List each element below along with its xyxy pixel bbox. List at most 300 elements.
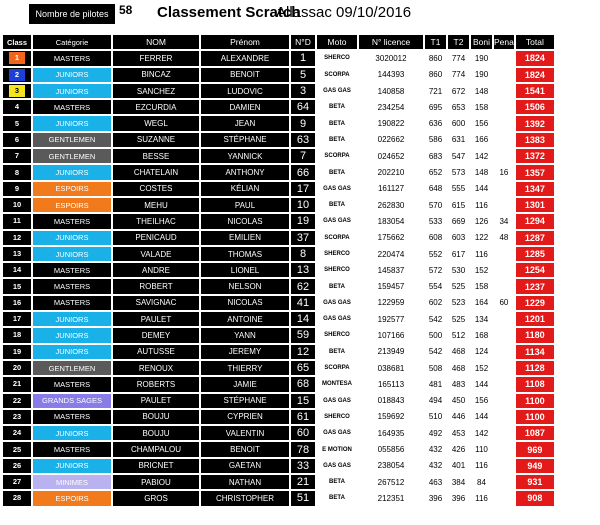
table-row	[3, 133, 554, 147]
licence-number-cell: 213949	[359, 345, 423, 359]
rank-cell	[3, 165, 31, 179]
rank-cell	[3, 247, 31, 261]
last-name-cell: MEHU	[113, 198, 199, 212]
bonus-cell: 148	[471, 84, 492, 98]
penalty-cell	[494, 68, 514, 82]
t1-score-cell: 721	[425, 84, 446, 98]
total-score-cell: 1087	[516, 426, 554, 440]
col-header-class: Class	[3, 35, 31, 49]
t1-score-cell: 860	[425, 68, 446, 82]
t1-score-cell: 542	[425, 345, 446, 359]
total-score-cell: 1541	[516, 84, 554, 98]
rank-cell	[3, 361, 31, 375]
bonus-cell: 116	[471, 491, 492, 505]
table-row	[3, 247, 554, 261]
licence-number-cell: 107166	[359, 328, 423, 342]
licence-number-cell: 122959	[359, 296, 423, 310]
t1-score-cell: 608	[425, 231, 446, 245]
moto-brand-cell: BETA	[317, 116, 357, 130]
licence-number-cell: 175662	[359, 231, 423, 245]
moto-brand-cell: BETA	[317, 133, 357, 147]
total-score-cell: 1108	[516, 377, 554, 391]
t2-score-cell: 525	[448, 279, 469, 293]
licence-number-cell: 220474	[359, 247, 423, 261]
col-header-t2: T2	[448, 35, 469, 49]
penalty-cell	[494, 116, 514, 130]
first-name-cell: BENOIT	[201, 68, 289, 82]
rank-cell	[3, 394, 31, 408]
moto-brand-cell: GAS GAS	[317, 426, 357, 440]
table-row	[3, 459, 554, 473]
total-score-cell: 1347	[516, 182, 554, 196]
penalty-cell	[494, 410, 514, 424]
moto-brand-cell: SCORPA	[317, 68, 357, 82]
bib-number-cell: 61	[291, 410, 315, 424]
first-name-cell: BENOIT	[201, 442, 289, 456]
table-row	[3, 442, 554, 456]
total-score-cell: 1824	[516, 51, 554, 65]
bib-number-cell: 64	[291, 100, 315, 114]
total-score-cell: 1201	[516, 312, 554, 326]
table-row	[3, 51, 554, 65]
total-score-cell: 1254	[516, 263, 554, 277]
t2-score-cell: 446	[448, 410, 469, 424]
col-header-categorie: Catégorie	[33, 35, 111, 49]
bonus-cell: 144	[471, 182, 492, 196]
t1-score-cell: 396	[425, 491, 446, 505]
moto-brand-cell: SHERCO	[317, 328, 357, 342]
first-name-cell: NATHAN	[201, 475, 289, 489]
t1-score-cell: 586	[425, 133, 446, 147]
penalty-cell	[494, 377, 514, 391]
bib-number-cell: 13	[291, 263, 315, 277]
rank-badge: 8	[14, 167, 20, 177]
first-name-cell: ANTHONY	[201, 165, 289, 179]
table-header-row	[3, 35, 554, 49]
first-name-cell: CYPRIEN	[201, 410, 289, 424]
first-name-cell: GAETAN	[201, 459, 289, 473]
t2-score-cell: 468	[448, 345, 469, 359]
t1-score-cell: 542	[425, 312, 446, 326]
bib-number-cell: 60	[291, 426, 315, 440]
total-score-cell: 949	[516, 459, 554, 473]
moto-brand-cell: GAS GAS	[317, 312, 357, 326]
licence-number-cell: 055856	[359, 442, 423, 456]
table-row	[3, 84, 554, 98]
rank-badge: 10	[12, 200, 22, 210]
last-name-cell: PENICAUD	[113, 231, 199, 245]
first-name-cell: LIONEL	[201, 263, 289, 277]
bonus-cell: 156	[471, 394, 492, 408]
table-row	[3, 198, 554, 212]
category-cell: MASTERS	[33, 100, 111, 114]
bib-number-cell: 68	[291, 377, 315, 391]
t2-score-cell: 512	[448, 328, 469, 342]
t2-score-cell: 603	[448, 231, 469, 245]
first-name-cell: VALENTIN	[201, 426, 289, 440]
total-score-cell: 1357	[516, 165, 554, 179]
pilots-count-value: 58	[119, 3, 133, 17]
rank-cell	[3, 459, 31, 473]
col-header-pena: Pena	[494, 35, 514, 49]
penalty-cell	[494, 361, 514, 375]
moto-brand-cell: SCORPA	[317, 149, 357, 163]
moto-brand-cell: BETA	[317, 345, 357, 359]
licence-number-cell: 234254	[359, 100, 423, 114]
penalty-cell: 48	[494, 231, 514, 245]
total-score-cell: 1294	[516, 214, 554, 228]
rank-badge: 1	[9, 52, 25, 64]
total-score-cell: 1100	[516, 394, 554, 408]
licence-number-cell: 022662	[359, 133, 423, 147]
last-name-cell: THEILHAC	[113, 214, 199, 228]
moto-brand-cell: GAS GAS	[317, 296, 357, 310]
bib-number-cell: 10	[291, 198, 315, 212]
category-cell: MASTERS	[33, 279, 111, 293]
table-row	[3, 296, 554, 310]
table-row	[3, 165, 554, 179]
bonus-cell: 124	[471, 345, 492, 359]
penalty-cell	[494, 394, 514, 408]
penalty-cell	[494, 279, 514, 293]
moto-brand-cell: BETA	[317, 100, 357, 114]
total-score-cell: 931	[516, 475, 554, 489]
rank-cell	[3, 51, 31, 65]
first-name-cell: NICOLAS	[201, 296, 289, 310]
table-row	[3, 475, 554, 489]
penalty-cell	[494, 345, 514, 359]
t2-score-cell: 401	[448, 459, 469, 473]
licence-number-cell: 262830	[359, 198, 423, 212]
licence-number-cell: 144393	[359, 68, 423, 82]
rank-cell	[3, 442, 31, 456]
total-score-cell: 1392	[516, 116, 554, 130]
table-row	[3, 263, 554, 277]
licence-number-cell: 159692	[359, 410, 423, 424]
t1-score-cell: 695	[425, 100, 446, 114]
licence-number-cell: 024652	[359, 149, 423, 163]
rank-badge: 15	[12, 281, 22, 291]
last-name-cell: PAULET	[113, 394, 199, 408]
category-cell: JUNIORS	[33, 459, 111, 473]
licence-number-cell: 238054	[359, 459, 423, 473]
bonus-cell: 126	[471, 214, 492, 228]
t1-score-cell: 463	[425, 475, 446, 489]
last-name-cell: PAULET	[113, 312, 199, 326]
rank-badge: 7	[14, 151, 20, 161]
total-score-cell: 908	[516, 491, 554, 505]
t1-score-cell: 683	[425, 149, 446, 163]
rank-badge: 11	[13, 216, 21, 226]
t2-score-cell: 530	[448, 263, 469, 277]
bib-number-cell: 19	[291, 214, 315, 228]
moto-brand-cell: MONTESA	[317, 377, 357, 391]
licence-number-cell: 140858	[359, 84, 423, 98]
total-score-cell: 1134	[516, 345, 554, 359]
rank-cell	[3, 68, 31, 82]
category-cell: JUNIORS	[33, 84, 111, 98]
category-cell: JUNIORS	[33, 312, 111, 326]
t2-score-cell: 525	[448, 312, 469, 326]
rank-cell	[3, 475, 31, 489]
first-name-cell: THOMAS	[201, 247, 289, 261]
bib-number-cell: 21	[291, 475, 315, 489]
table-row	[3, 361, 554, 375]
total-score-cell: 1383	[516, 133, 554, 147]
bib-number-cell: 37	[291, 231, 315, 245]
rank-badge: 20	[12, 363, 22, 373]
first-name-cell: YANNICK	[201, 149, 289, 163]
bonus-cell: 116	[471, 198, 492, 212]
bonus-cell: 190	[471, 51, 492, 65]
first-name-cell: ANTOINE	[201, 312, 289, 326]
t1-score-cell: 636	[425, 116, 446, 130]
first-name-cell: JAMIE	[201, 377, 289, 391]
penalty-cell	[494, 247, 514, 261]
first-name-cell: STÉPHANE	[201, 394, 289, 408]
t1-score-cell: 602	[425, 296, 446, 310]
moto-brand-cell: GAS GAS	[317, 182, 357, 196]
total-score-cell: 1128	[516, 361, 554, 375]
category-cell: ESPOIRS	[33, 182, 111, 196]
rank-cell	[3, 312, 31, 326]
t1-score-cell: 492	[425, 426, 446, 440]
penalty-cell	[494, 475, 514, 489]
t2-score-cell: 615	[448, 198, 469, 212]
moto-brand-cell: SHERCO	[317, 51, 357, 65]
penalty-cell	[494, 328, 514, 342]
category-cell: ESPOIRS	[33, 491, 111, 505]
last-name-cell: BOUJU	[113, 410, 199, 424]
last-name-cell: COSTES	[113, 182, 199, 196]
bonus-cell: 116	[471, 459, 492, 473]
bonus-cell: 156	[471, 116, 492, 130]
t1-score-cell: 481	[425, 377, 446, 391]
last-name-cell: BRICNET	[113, 459, 199, 473]
rank-badge: 17	[12, 314, 22, 324]
first-name-cell: YANN	[201, 328, 289, 342]
table-row	[3, 182, 554, 196]
penalty-cell	[494, 100, 514, 114]
last-name-cell: DEMEY	[113, 328, 199, 342]
category-cell: JUNIORS	[33, 426, 111, 440]
rank-cell	[3, 116, 31, 130]
last-name-cell: EZCURDIA	[113, 100, 199, 114]
bonus-cell: 144	[471, 377, 492, 391]
col-header-nom: NOM	[113, 35, 199, 49]
bib-number-cell: 5	[291, 68, 315, 82]
penalty-cell	[494, 149, 514, 163]
page-subtitle: Allassac 09/10/2016	[276, 4, 412, 21]
bonus-cell: 144	[471, 410, 492, 424]
penalty-cell: 34	[494, 214, 514, 228]
last-name-cell: FERRER	[113, 51, 199, 65]
rank-cell	[3, 491, 31, 505]
t1-score-cell: 648	[425, 182, 446, 196]
table-row	[3, 312, 554, 326]
rank-badge: 24	[12, 428, 22, 438]
table-row	[3, 377, 554, 391]
bonus-cell: 148	[471, 165, 492, 179]
t2-score-cell: 453	[448, 426, 469, 440]
t2-score-cell: 669	[448, 214, 469, 228]
licence-number-cell: 267512	[359, 475, 423, 489]
first-name-cell: STÉPHANE	[201, 133, 289, 147]
rank-cell	[3, 100, 31, 114]
last-name-cell: PABIOU	[113, 475, 199, 489]
t1-score-cell: 570	[425, 198, 446, 212]
t2-score-cell: 600	[448, 116, 469, 130]
col-header-nd: N°D	[291, 35, 315, 49]
last-name-cell: BOUJU	[113, 426, 199, 440]
rank-cell	[3, 84, 31, 98]
table-row	[3, 426, 554, 440]
moto-brand-cell: SCORPA	[317, 231, 357, 245]
moto-brand-cell: GAS GAS	[317, 84, 357, 98]
first-name-cell: EMILIEN	[201, 231, 289, 245]
rank-badge: 14	[12, 265, 22, 275]
pilots-count-label: Nombre de pilotes	[29, 4, 115, 24]
rank-badge: 25	[12, 444, 22, 454]
t2-score-cell: 450	[448, 394, 469, 408]
rank-badge: 16	[12, 297, 22, 307]
category-cell: MASTERS	[33, 410, 111, 424]
t1-score-cell: 508	[425, 361, 446, 375]
category-cell: JUNIORS	[33, 165, 111, 179]
first-name-cell: DAMIEN	[201, 100, 289, 114]
first-name-cell: THIERRY	[201, 361, 289, 375]
category-cell: JUNIORS	[33, 328, 111, 342]
first-name-cell: JEREMY	[201, 345, 289, 359]
licence-number-cell: 192577	[359, 312, 423, 326]
last-name-cell: ANDRE	[113, 263, 199, 277]
rank-badge: 26	[12, 460, 22, 470]
rank-cell	[3, 426, 31, 440]
last-name-cell: AUTUSSE	[113, 345, 199, 359]
rank-badge: 19	[12, 346, 22, 356]
t1-score-cell: 494	[425, 394, 446, 408]
table-row	[3, 68, 554, 82]
category-cell: GENTLEMEN	[33, 361, 111, 375]
bib-number-cell: 3	[291, 84, 315, 98]
bonus-cell: 122	[471, 231, 492, 245]
category-cell: JUNIORS	[33, 247, 111, 261]
bonus-cell: 164	[471, 296, 492, 310]
bib-number-cell: 65	[291, 361, 315, 375]
rank-cell	[3, 279, 31, 293]
rank-cell	[3, 328, 31, 342]
bonus-cell: 152	[471, 361, 492, 375]
last-name-cell: ROBERT	[113, 279, 199, 293]
rank-badge: 18	[12, 330, 22, 340]
licence-number-cell: 018843	[359, 394, 423, 408]
bonus-cell: 134	[471, 312, 492, 326]
t1-score-cell: 510	[425, 410, 446, 424]
moto-brand-cell: BETA	[317, 491, 357, 505]
t2-score-cell: 555	[448, 182, 469, 196]
t2-score-cell: 426	[448, 442, 469, 456]
table-row	[3, 116, 554, 130]
moto-brand-cell: SCORPA	[317, 361, 357, 375]
t1-score-cell: 860	[425, 51, 446, 65]
category-cell: MINIMES	[33, 475, 111, 489]
total-score-cell: 1301	[516, 198, 554, 212]
first-name-cell: NELSON	[201, 279, 289, 293]
licence-number-cell: 183054	[359, 214, 423, 228]
col-header-prenom: Prénom	[201, 35, 289, 49]
bib-number-cell: 1	[291, 51, 315, 65]
last-name-cell: SANCHEZ	[113, 84, 199, 98]
t2-score-cell: 774	[448, 51, 469, 65]
total-score-cell: 1180	[516, 328, 554, 342]
bib-number-cell: 63	[291, 133, 315, 147]
table-row	[3, 100, 554, 114]
bonus-cell: 110	[471, 442, 492, 456]
rank-badge: 3	[9, 85, 25, 97]
total-score-cell: 1237	[516, 279, 554, 293]
bib-number-cell: 17	[291, 182, 315, 196]
t2-score-cell: 573	[448, 165, 469, 179]
first-name-cell: LUDOVIC	[201, 84, 289, 98]
header	[0, 0, 600, 32]
licence-number-cell: 145837	[359, 263, 423, 277]
penalty-cell: 60	[494, 296, 514, 310]
rank-cell	[3, 149, 31, 163]
col-header-boni: Boni	[471, 35, 492, 49]
bonus-cell: 142	[471, 149, 492, 163]
category-cell: GRANDS SAGES	[33, 394, 111, 408]
last-name-cell: CHAMPALOU	[113, 442, 199, 456]
t2-score-cell: 396	[448, 491, 469, 505]
bib-number-cell: 78	[291, 442, 315, 456]
bib-number-cell: 14	[291, 312, 315, 326]
total-score-cell: 1100	[516, 410, 554, 424]
category-cell: MASTERS	[33, 296, 111, 310]
t2-score-cell: 617	[448, 247, 469, 261]
rank-cell	[3, 263, 31, 277]
category-cell: MASTERS	[33, 442, 111, 456]
total-score-cell: 1285	[516, 247, 554, 261]
total-score-cell: 1287	[516, 231, 554, 245]
table-row	[3, 149, 554, 163]
bib-number-cell: 9	[291, 116, 315, 130]
table-row	[3, 394, 554, 408]
licence-number-cell: 159457	[359, 279, 423, 293]
last-name-cell: ROBERTS	[113, 377, 199, 391]
page-title: Classement Scratch	[157, 4, 301, 21]
rank-badge: 23	[12, 411, 22, 421]
bib-number-cell: 62	[291, 279, 315, 293]
total-score-cell: 1229	[516, 296, 554, 310]
bonus-cell: 152	[471, 263, 492, 277]
t2-score-cell: 774	[448, 68, 469, 82]
first-name-cell: CHRISTOPHER	[201, 491, 289, 505]
table-row	[3, 231, 554, 245]
category-cell: ESPOIRS	[33, 198, 111, 212]
bib-number-cell: 59	[291, 328, 315, 342]
category-cell: MASTERS	[33, 263, 111, 277]
penalty-cell: 16	[494, 165, 514, 179]
rank-cell	[3, 231, 31, 245]
licence-number-cell: 164935	[359, 426, 423, 440]
bonus-cell: 166	[471, 133, 492, 147]
bib-number-cell: 33	[291, 459, 315, 473]
t2-score-cell: 631	[448, 133, 469, 147]
rank-badge: 5	[14, 118, 20, 128]
category-cell: GENTLEMEN	[33, 133, 111, 147]
total-score-cell: 1506	[516, 100, 554, 114]
bonus-cell: 168	[471, 328, 492, 342]
